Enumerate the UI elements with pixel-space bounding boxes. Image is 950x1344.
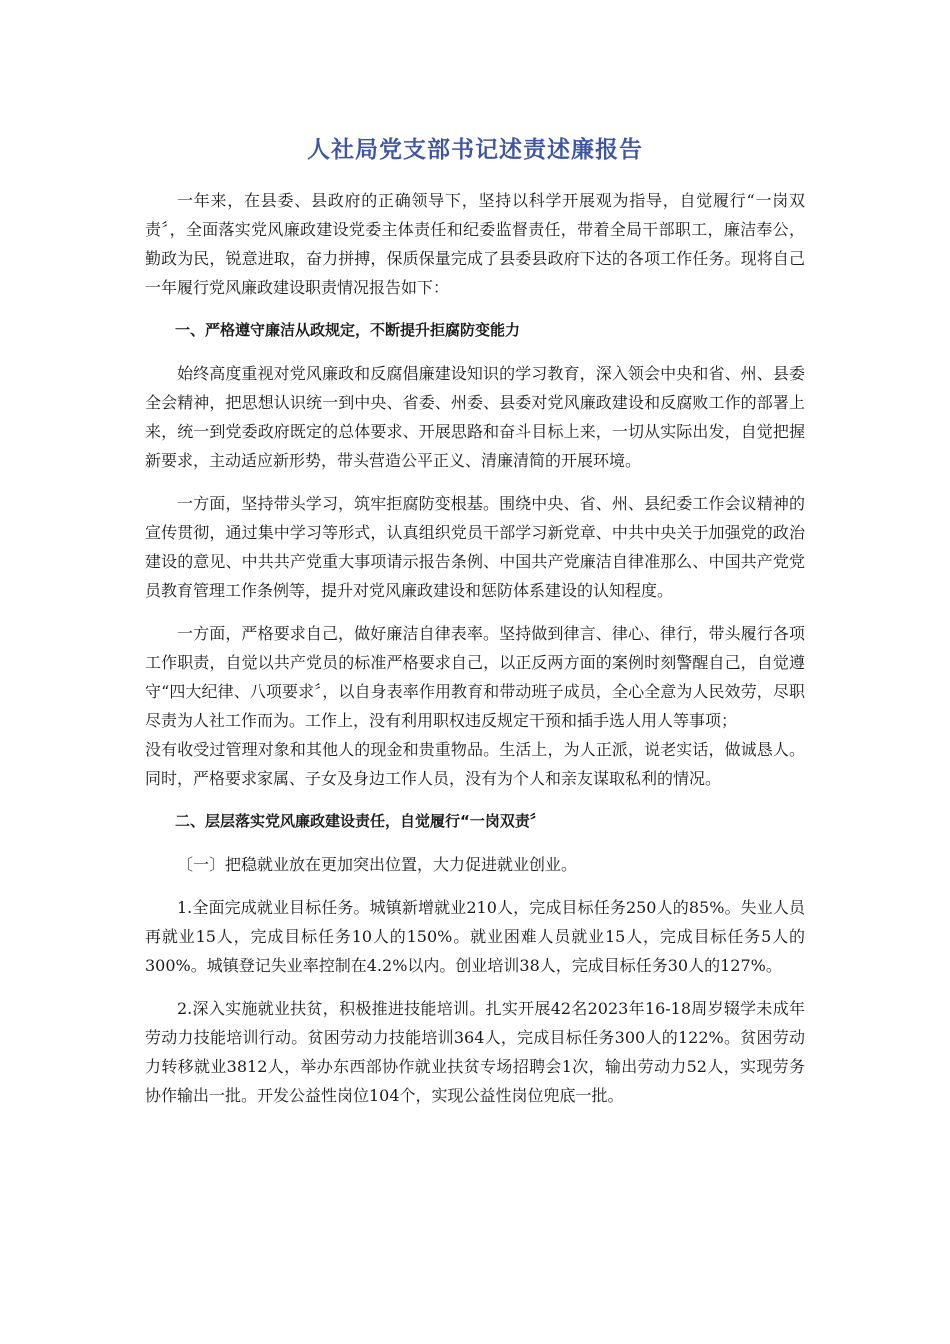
paragraph: 始终高度重视对党风廉政和反腐倡廉建设知识的学习教育，深入领会中央和省、州、县委全会精神，把思想认识统一到中央、省委、州委、县委对党风廉政建设和反腐败工作的部署上来，统一到党委政府既定的总体要求、开展思路和奋斗目标上来，一切从实际出发，自觉把握新要求，主动适应新形势，带头营造公平正义、清廉清简的开展环境。 [145,364,805,470]
section-heading-2: 二、层层落实党风廉政建设责任，自觉履行“一岗双责〞 [175,812,545,830]
subsection-heading: 〔一〕把稳就业放在更加突出位置，大力促进就业创业。 [177,855,578,874]
intro-paragraph: 一年来，在县委、县政府的正确领导下，坚持以科学开展观为指导，自觉履行“一岗双责〞，全面落实党风廉政建设党委主体责任和纪委监督责任，带着全局干部职工，廉洁奉公，勤政为民，锐意进取，奋力拼搏，保质保量完成了县委县政府下达的各项工作任务。现将自己一年履行党风廉政建设职责情况报告如下： [145,191,805,297]
document-title: 人社局党支部书记述责述廉报告 [307,137,643,163]
paragraph: 1.全面完成就业目标任务。城镇新增就业210人，完成目标任务250人的85%。失业人员再就业15人，完成目标任务10人的150%。就业困难人员就业15人，完成目标任务5人的300%。城镇登记失业率控制在4.2%以内。创业培训38人，完成目标任务30人的127%。 [145,898,805,975]
section-heading-1: 一、严格遵守廉洁从政规定，不断提升拒腐防变能力 [175,321,521,339]
paragraph: 一方面，严格要求自己，做好廉洁自律表率。坚持做到律言、律心、律行，带头履行各项工作职责，自觉以共产党员的标准严格要求自己，以正反两方面的案例时刻警醒自己，自觉遵守“四大纪律、八项要求〞，以自身表率作用教育和带动班子成员，全心全意为人民效劳，尽职尽责为人社工作而为。工作上，没有利用职权违反规定干预和插手选人用人等事项； [145,624,805,730]
document-page [145,130,805,1124]
paragraph: 没有收受过管理对象和其他人的现金和贵重物品。生活上，为人正派，说老实话，做诚恳人。同时，严格要求家属、子女及身边工作人员，没有为个人和亲友谋取私利的情况。 [145,740,805,788]
paragraph: 2.深入实施就业扶贫，积极推进技能培训。扎实开展42名2023年16-18周岁辍学未成年劳动力技能培训行动。贫困劳动力技能培训364人，完成目标任务300人的122%。贫困劳动力转移就业3812人，举办东西部协作就业扶贫专场招聘会1次，输出劳动力52人，实现劳务协作输出一批。开发公益性岗位104个，实现公益性岗位兜底一批。 [145,999,805,1105]
paragraph: 一方面，坚持带头学习，筑牢拒腐防变根基。围绕中央、省、州、县纪委工作会议精神的宣传贯彻，通过集中学习等形式，认真组织党员干部学习新党章、中共中央关于加强党的政治建设的意见、中共共产党重大事项请示报告条例、中国共产党廉洁自律准那么、中国共产党党员教育管理工作条例等，提升对党风廉政建设和惩防体系建设的认知程度。 [145,494,805,600]
